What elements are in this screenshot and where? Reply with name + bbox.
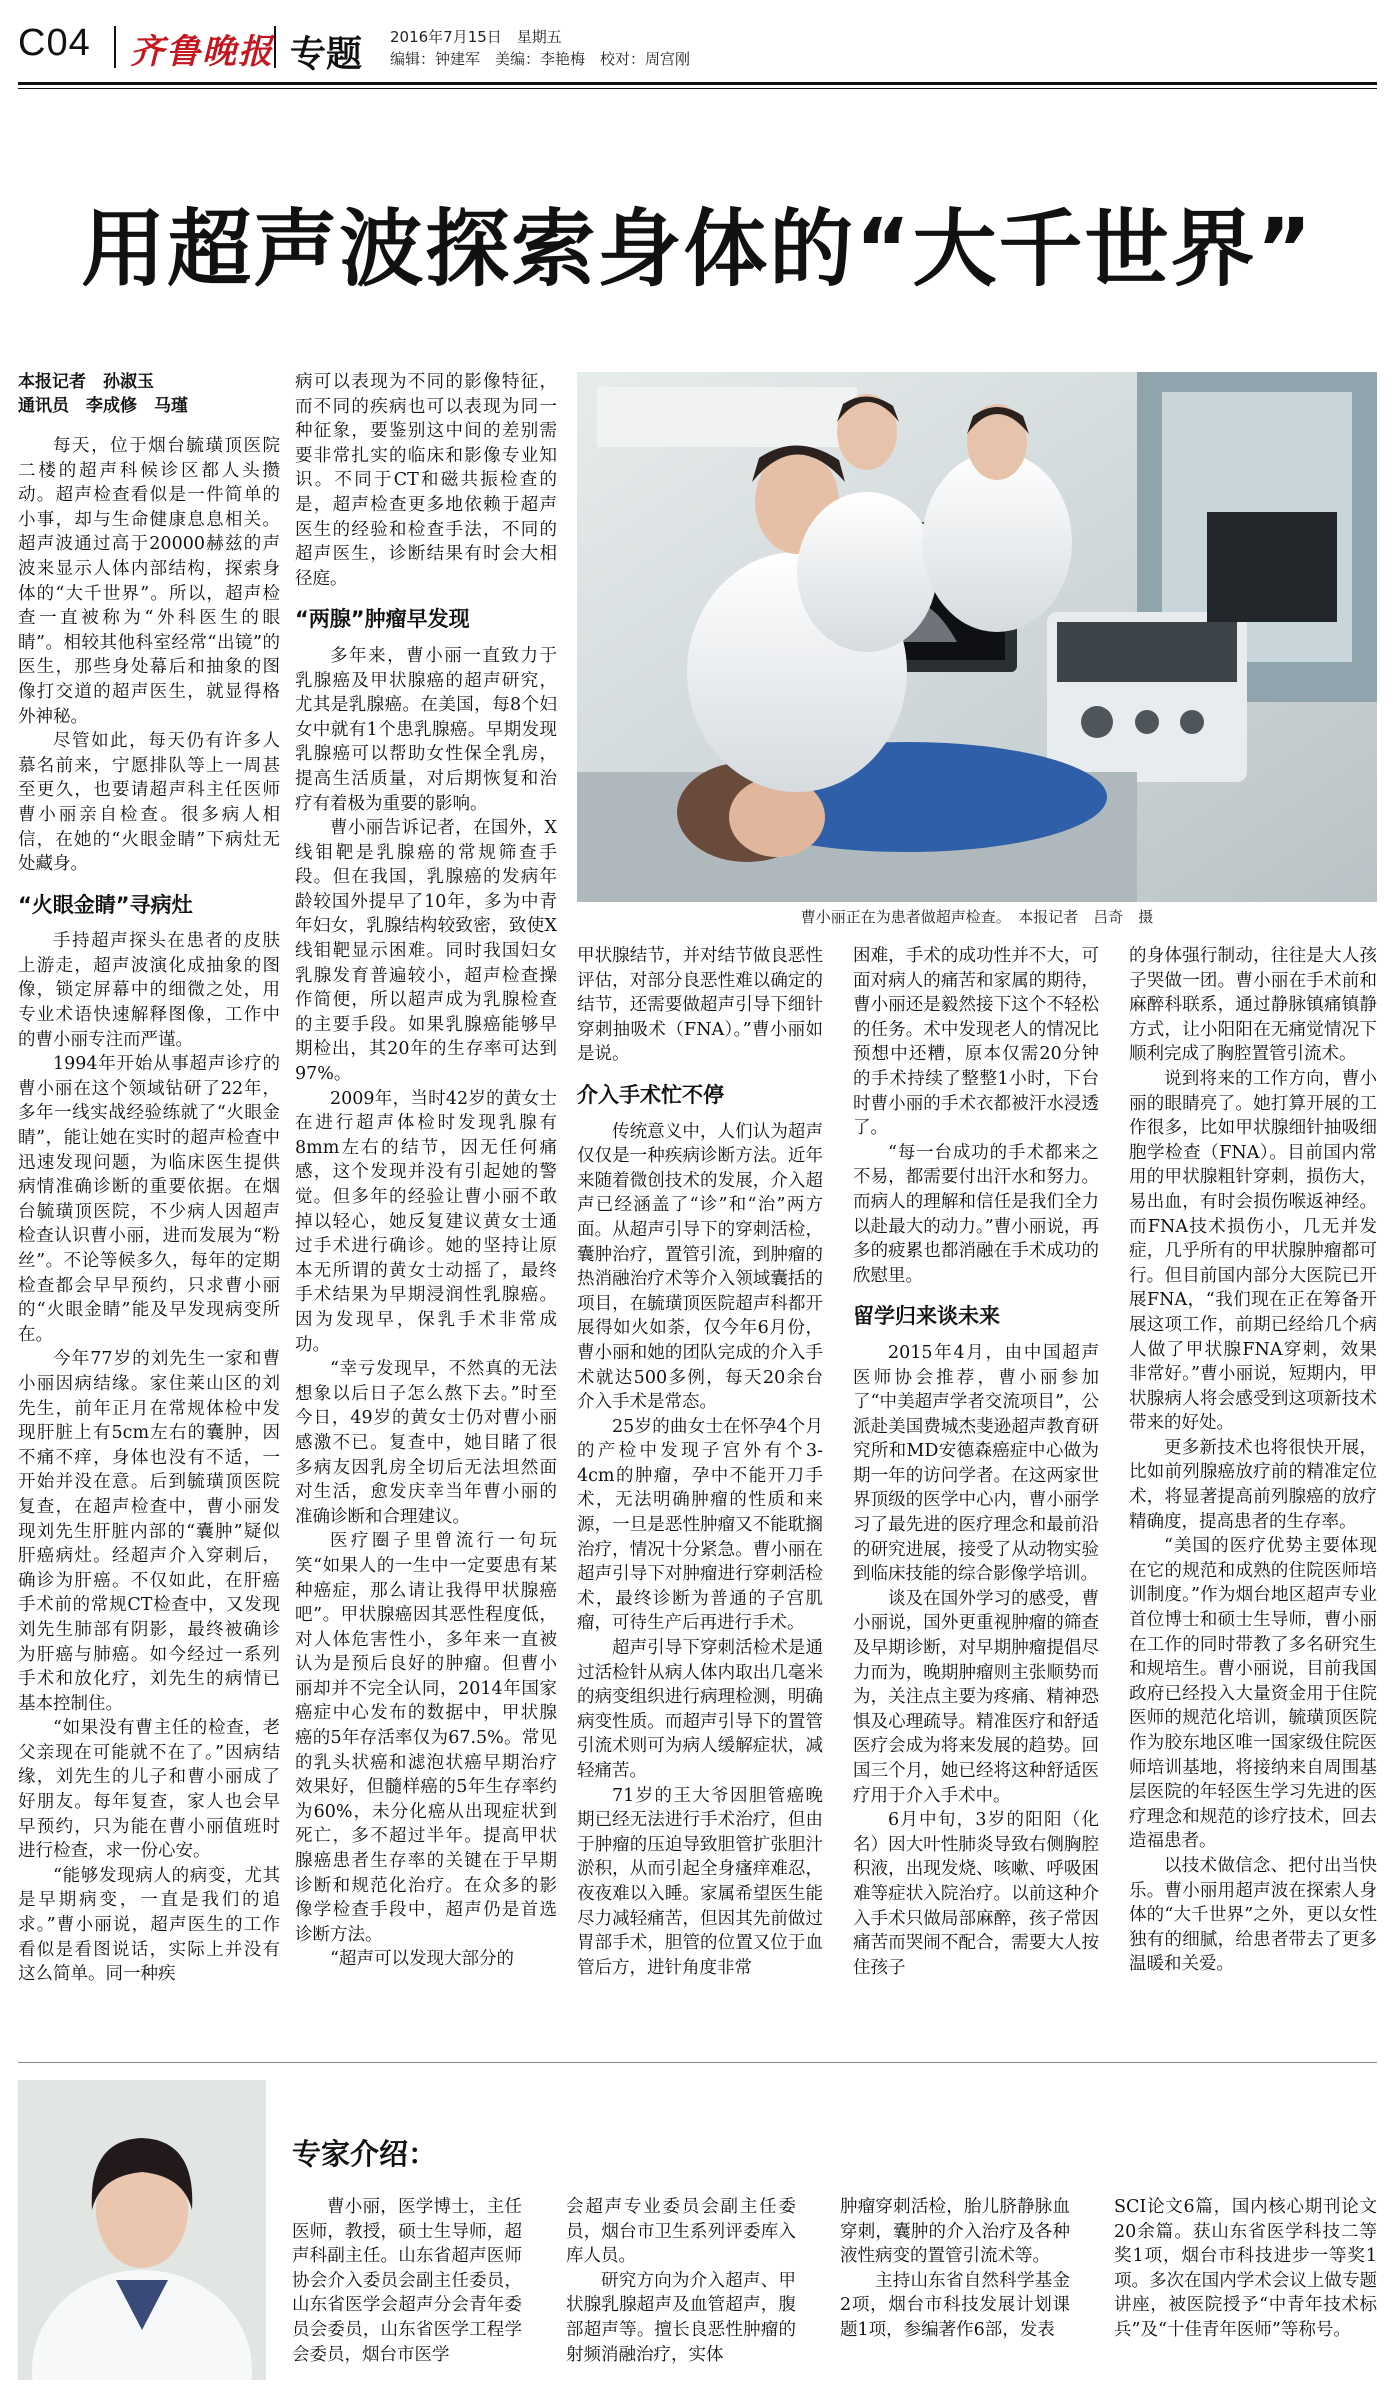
expert-box-rule: [18, 2062, 1377, 2063]
paragraph: 多年来，曹小丽一直致力于乳腺癌及甲状腺癌的超声研究，尤其是乳腺癌。在美国，每8个妇女中就有1个患乳腺癌。早期发现乳腺癌可以帮助女性保全乳房，提高生活质量，对后期恢复和治疗有着极为重要的影响。: [295, 645, 557, 814]
article-column-4: [853, 944, 1099, 2044]
paragraph: 71岁的王大爷因胆管癌晚期已经无法进行手术治疗，但由于肿瘤的压迫导致胆管扩张胆汁淤积，从而引起全身瘙痒难忍，夜夜难以入睡。家属希望医生能尽力减轻痛苦，但因其先前做过胃部手术，胆管的位置又位于血管后方，进针角度非常: [577, 1785, 823, 1978]
paragraph: 肿瘤穿刺活检，胎儿脐静脉血穿刺，囊肿的介入治疗及各种液性病变的置管引流术等。: [840, 2197, 1070, 2267]
page-number: C04: [18, 22, 91, 64]
article-headline: 用超声波探索身体的“大千世界”: [81, 200, 1314, 298]
masthead-divider: [274, 26, 276, 68]
paragraph: “超声可以发现大部分的: [330, 1949, 514, 1970]
paragraph: 尽管如此，每天仍有许多人慕名前来，宁愿排队等上一周甚至更久，也要请超声科主任医师曹小丽亲自检查。很多病人相信，在她的“火眼金睛”下病灶无处藏身。: [18, 731, 280, 875]
expert-portrait-image: [18, 2080, 266, 2380]
subhead-two-glands: “两腺”肿瘤早发现: [295, 607, 470, 632]
article-column-3: [577, 944, 823, 2044]
subhead-interventional: 介入手术忙不停: [577, 1082, 724, 1107]
paragraph: 以技术做信念、把付出当快乐。曹小丽用超声波在探索人身体的“大千世界”之外，更以女性独有的细腻，给患者带去了更多温暖和关爱。: [1129, 1855, 1377, 1975]
paragraph: 今年77岁的刘先生一家和曹小丽因病结缘。家住莱山区的刘先生，前年正月在常规体检中发现肝脏上有5cm左右的囊肿，因不痛不痒，身体也没有不适，一开始并没在意。后到毓璜顶医院复查，在超声检查中，曹小丽发现刘先生肝脏内部的“囊肿”疑似肝癌病灶。经超声介入穿刺后，确诊为肝癌。不仅如此，在肝癌手术前的常规CT检查中，又发现刘先生肺部有阴影，最终被确诊为肝癌与肺癌。如今经过一系列手术和放化疗，刘先生的病情已基本控制住。: [18, 1349, 280, 1714]
paragraph: 25岁的曲女士在怀孕4个月的产检中发现子宫外有个3-4cm的肿瘤，孕中不能开刀手术，无法明确肿瘤的性质和来源，一旦是恶性肿瘤又不能耽搁治疗，情况十分紧急。曹小丽在超声引导下对肿瘤进行穿刺活检术，最终诊断为普通的子宫肌瘤，可待生产后再进行手术。: [577, 1416, 823, 1634]
subhead-fire-eyes: “火眼金睛”寻病灶: [18, 892, 193, 917]
article-photo: [577, 372, 1377, 902]
paragraph: 的身体强行制动，往往是大人孩子哭做一团。曹小丽在手术前和麻醉科联系，通过静脉镇痛镇静方式，让小阳阳在无痛觉情况下顺利完成了胸腔置管引流术。: [1129, 946, 1377, 1065]
paragraph: “如果没有曹主任的检查，老父亲现在可能就不在了。”因病结缘，刘先生的儿子和曹小丽成了好朋友。每年复查，家人也会早早预约，只为能在曹小丽值班时进行检查，求一份心安。: [18, 1718, 280, 1862]
expert-column-2: [566, 2195, 796, 2395]
paragraph: 曹小丽告诉记者，在国外，X线钼靶是乳腺癌的常规筛查手段。但在我国，乳腺癌的发病年龄较国外提早了10年，多为中青年妇女，乳腺结构较致密，致使X线钼靶显示困难。同时我国妇女乳腺发育普遍较小，超声检查操作简便，所以超声成为乳腺检查的主要手段。如果乳腺癌能够早期检出，其20年的生存率可达到97%。: [295, 818, 557, 1085]
publication-date: 2016年7月15日 星期五: [390, 28, 562, 46]
article-column-5: [1129, 944, 1377, 2044]
ultrasound-exam-photo: [577, 372, 1377, 902]
paragraph: 研究方向为介入超声、甲状腺乳腺超声及血管超声，腹部超声等。擅长良恶性肿瘤的射频消融治疗，实体: [566, 2270, 796, 2365]
article-column-1: [18, 370, 280, 2040]
article-column-2: [295, 370, 557, 2040]
paragraph: 1994年开始从事超声诊疗的曹小丽在这个领域钻研了22年，多年一线实战经验练就了“火眼金睛”，能让她在实时的超声检查中迅速发现问题，为临床医生提供病情准确诊断的重要依据。在烟台毓璜顶医院，不少病人因超声检查认识曹小丽，进而发展为“粉丝”。不论等候多久，每年的定期检查都会早早预约，只求曹小丽的“火眼金睛”能及早发现病变所在。: [18, 1054, 280, 1345]
paragraph: 更多新技术也将很快开展，比如前列腺癌放疗前的精准定位术，将显著提高前列腺癌的放疗精确度，提高患者的生存率。: [1129, 1437, 1377, 1532]
paragraph: 曹小丽，医学博士，主任医师，教授，硕士生导师，超声科副主任。山东省超声医师协会介入委员会副主任委员，山东省医学会超声分会青年委员会委员，山东省医学工程学会委员，烟台市医学: [292, 2197, 522, 2365]
paragraph: 传统意义中，人们认为超声仅仅是一种疾病诊断方法。近年来随着微创技术的发展，介入超声已经涵盖了“诊”和“治”两方面。从超声引导下的穿刺活检，囊肿治疗，置管引流，到肿瘤的热消融治疗术等介入领域囊括的项目，在毓璜顶医院超声科都开展得如火如荼，仅今年6月份，曹小丽和她的团队完成的介入手术就达500多例，每天20余台介入手术是常态。: [577, 1121, 823, 1413]
byline-correspondent: 通讯员 李成修 马瑾: [18, 396, 188, 416]
masthead: [18, 20, 1377, 76]
paragraph: SCI论文6篇，国内核心期刊论文20余篇。获山东省医学科技二等奖1项，烟台市科技进步一等奖1项。多次在国内学术会议上做专题讲座，被医院授予“中青年技术标兵”及“十佳青年医师”等称号。: [1114, 2197, 1377, 2340]
paragraph: 2015年4月，由中国超声医师协会推荐，曹小丽参加了“中美超声学者交流项目”，公派赴美国费城杰斐逊超声教育研究所和MD安德森癌症中心做为期一年的访问学者。在这两家世界顶级的医学中心内，曹小丽学习了最先进的医疗理念和最前沿的研究进展，接受了从动物实验到临床技能的综合影像学培训。: [853, 1342, 1099, 1585]
paragraph: 说到将来的工作方向，曹小丽的眼睛亮了。她打算开展的工作很多，比如甲状腺细针抽吸细胞学检查（FNA）。目前国内常用的甲状腺粗针穿刺，损伤大，易出血，有时会损伤喉返神经。而FNA技术损伤小，几无并发症，几乎所有的甲状腺肿瘤都可行。但目前国内部分大医院已开展FNA，“我们现在正在筹备开展这项工作，前期已经给几个病人做了甲状腺FNA穿刺，效果非常好。”曹小丽说，短期内，甲状腺病人将会感受到这项新技术带来的好处。: [1129, 1068, 1377, 1434]
paragraph: 2009年，当时42岁的黄女士在进行超声体检时发现乳腺有8mm左右的结节，因无任何痛感，这个发现并没有引起她的警觉。但多年的经验让曹小丽不敢掉以轻心，她反复建议黄女士通过手术进行确诊。她的坚持让原本无所谓的黄女士动摇了，最终手术结果为早期浸润性乳腺癌。因为发现早，保乳手术非常成功。: [295, 1088, 557, 1355]
masthead-rule: [18, 82, 1377, 85]
paragraph: 手持超声探头在患者的皮肤上游走，超声波演化成抽象的图像，锁定屏幕中的细微之处，用专业术语快速解释图像，工作中的曹小丽专注而严谨。: [18, 931, 280, 1050]
paragraph: “幸亏发现早，不然真的无法想象以后日子怎么熬下去。”时至今日，49岁的黄女士仍对曹小丽感激不已。复查中，她目睹了很多病友因乳房全切后无法坦然面对生活，愈发庆幸当年曹小丽的准确诊断和合理建议。: [295, 1359, 557, 1527]
editor-credits: 编辑：钟建军 美编：李艳梅 校对：周宫刚: [390, 50, 691, 68]
expert-column-1: [292, 2195, 522, 2395]
paragraph: 病可以表现为不同的影像特征，而不同的疾病也可以表现为同一种征象，要鉴别这中间的差别需要非常扎实的临床和影像专业知识。不同于CT和磁共振检查的是，超声检查更多地依赖于超声医生的经验和检查手法，不同的超声医生，诊断结果有时会大相径庭。: [295, 372, 557, 589]
paragraph: 困难，手术的成功性并不大，可面对病人的痛苦和家属的期待，曹小丽还是毅然接下这个不轻松的任务。术中发现老人的情况比预想中还糟，原本仅需20分钟的手术持续了整整1小时，下台时曹小丽的手术衣都被汗水浸透了。: [853, 946, 1099, 1139]
paragraph: 谈及在国外学习的感受，曹小丽说，国外更重视肿瘤的筛查及早期诊断，对早期肿瘤提倡尽力而为，晚期肿瘤则主张顺势而为，关注点主要为疼痛、精神恐惧及心理疏导。精准医疗和舒适医疗会成为将来发展的趋势。回国三个月，她已经将这种舒适医疗用于介入手术中。: [853, 1588, 1099, 1806]
paragraph: “能够发现病人的病变，尤其是早期病变，一直是我们的追求。”曹小丽说，超声医生的工作看似是看图说话，实际上并没有这么简单。同一种疾: [18, 1865, 280, 1985]
expert-column-4: [1114, 2195, 1377, 2395]
expert-column-3: [840, 2195, 1070, 2395]
newspaper-logo: 齐鲁晚报: [130, 32, 274, 72]
paragraph: “每一台成功的手术都来之不易，都需要付出汗水和努力。而病人的理解和信任是我们全力以赴最大的动力。”曹小丽说，再多的疲累也都消融在手术成功的欣慰里。: [853, 1142, 1099, 1286]
paragraph: “美国的医疗优势主要体现在它的规范和成熟的住院医师培训制度。”作为烟台地区超声专业首位博士和硕士生导师，曹小丽在工作的同时带教了多名研究生和规培生。曹小丽说，目前我国政府已经投入大量资金用于住院医师的规范化培训，毓璜顶医院作为胶东地区唯一国家级住院医师培训基地，将接纳来自周围基层医院的年轻医生学习先进的医疗理念和规范的诊疗技术，回去造福患者。: [1129, 1536, 1377, 1852]
masthead-divider: [114, 26, 116, 68]
paragraph: 6月中旬，3岁的阳阳（化名）因大叶性肺炎导致右侧胸腔积液，出现发烧、咳嗽、呼吸困难等症状入院治疗。以前这种介入手术只做局部麻醉，孩子常因痛苦而哭闹不配合，需要大人按住孩子: [853, 1810, 1099, 1978]
paragraph: 每天，位于烟台毓璜顶医院二楼的超声科候诊区都人头攒动。超声检查看似是一件简单的小事，却与生命健康息息相关。超声波通过高于20000赫兹的声波来显示人体内部结构，探索身体的“大千世界”。所以，超声检查一直被称为“外科医生的眼睛”。相较其他科室经常“出镜”的医生，那些身处幕后和抽象的图像打交道的超声医生，就显得格外神秘。: [18, 436, 280, 727]
paragraph: 主持山东省自然科学基金2项，烟台市科技发展计划课题1项，参编著作6部，发表: [840, 2270, 1070, 2340]
subhead-overseas: 留学归来谈未来: [853, 1304, 1000, 1329]
paragraph: 医疗圈子里曾流行一句玩笑“如果人的一生中一定要患有某种癌症，那么请让我得甲状腺癌吧”。甲状腺癌因其恶性程度低，对人体危害性小，多年来一直被认为是预后良好的肿瘤。但曹小丽却并不完全认同，2014年国家癌症中心发布的数据中，甲状腺癌的5年存活率仅为67.5%。常见的乳头状癌和滤泡状癌早期治疗效果好，但髓样癌的5年生存率约为60%，未分化癌从出现症状到死亡，多不超过半年。提高甲状腺癌患者生存率的关键在于早期诊断和规范化治疗。在众多的影像学检查手段中，超声仍是首选诊断方法。: [295, 1531, 557, 1945]
paragraph: 会超声专业委员会副主任委员，烟台市卫生系列评委库入库人员。: [566, 2197, 796, 2267]
expert-section-title: 专家介绍：: [292, 2137, 438, 2171]
section-title: 专题: [290, 34, 363, 75]
byline-reporter: 本报记者 孙淑玉: [18, 372, 154, 392]
photo-caption: 曹小丽正在为患者做超声检查。 本报记者 吕奇 摄: [800, 908, 1154, 926]
paragraph: 超声引导下穿刺活检术是通过活检针从病人体内取出几毫米的病变组织进行病理检测，明确病变性质。而超声引导下的置管引流术则可为病人缓解症状，减轻痛苦。: [577, 1638, 823, 1781]
paragraph: 甲状腺结节，并对结节做良恶性评估，对部分良恶性难以确定的结节，还需要做超声引导下细针穿刺抽吸术（FNA）。”曹小丽如是说。: [577, 946, 823, 1065]
masthead-rule-thin: [18, 88, 1377, 89]
expert-portrait: [18, 2080, 266, 2380]
